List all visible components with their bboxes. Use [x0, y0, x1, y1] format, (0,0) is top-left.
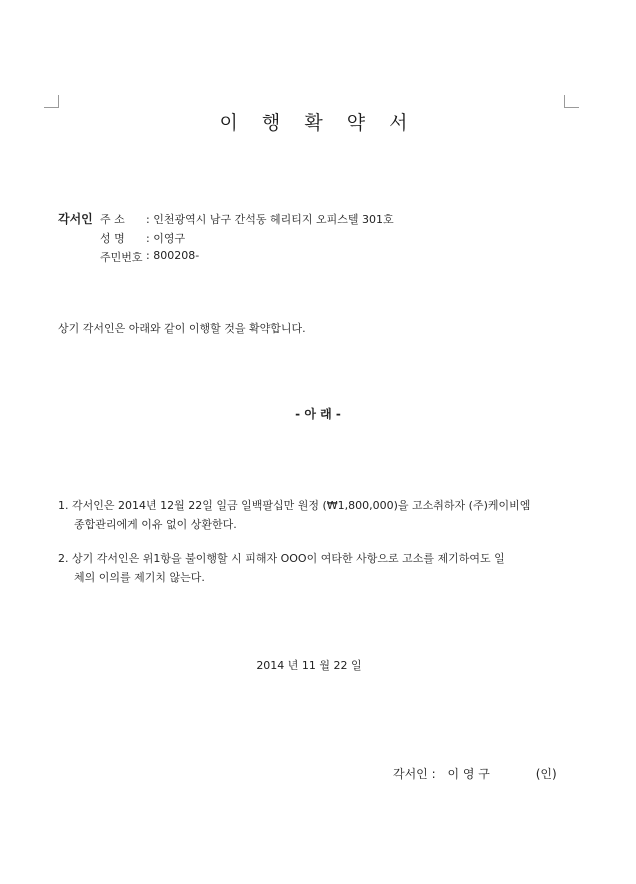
item-1-line-1: 1. 각서인은 2014년 12월 22일 일금 일백팔십만 원정 (₩1,800,000)을 고소취하자 (주)케이비엠 [58, 499, 531, 512]
signature-name: 이 영 구 [447, 767, 490, 781]
item-2-line-1: 2. 상기 각서인은 위1항을 불이행할 시 피해자 OOO이 여타한 사항으로 고소를 제기하여도 일 [58, 552, 505, 565]
page-corner-mark-top-right [564, 95, 579, 108]
page-corner-mark-top-left [44, 95, 59, 108]
address-key: 주 소 [100, 213, 125, 226]
section-heading-arae: - 아 래 - [295, 407, 341, 421]
item-1-line-2: 종합관리에게 이유 없이 상환한다. [74, 518, 237, 531]
item-2-line-2: 체의 이의를 제기치 않는다. [74, 571, 205, 584]
address-value [146, 211, 394, 227]
document-title: 이 행 확 약 서 [219, 112, 417, 134]
name-value: : 이영구 [146, 232, 186, 245]
id-number-key: 주민번호 [100, 251, 143, 264]
name-key: 성 명 [100, 232, 125, 245]
address-text: : 인천광역시 남구 간석동 헤리티지 오피스텔 301호 [146, 213, 394, 226]
signature-label: 각서인 : [393, 767, 436, 781]
signature-line [393, 765, 557, 782]
document-date: 2014 년 11 월 22 일 [256, 659, 362, 672]
oath-taker-label: 각서인 [58, 212, 93, 226]
seal-mark: (인) [535, 767, 557, 781]
id-number-value: : 800208- [146, 249, 200, 262]
commitment-statement: 상기 각서인은 아래와 같이 이행할 것을 확약합니다. [58, 322, 306, 335]
